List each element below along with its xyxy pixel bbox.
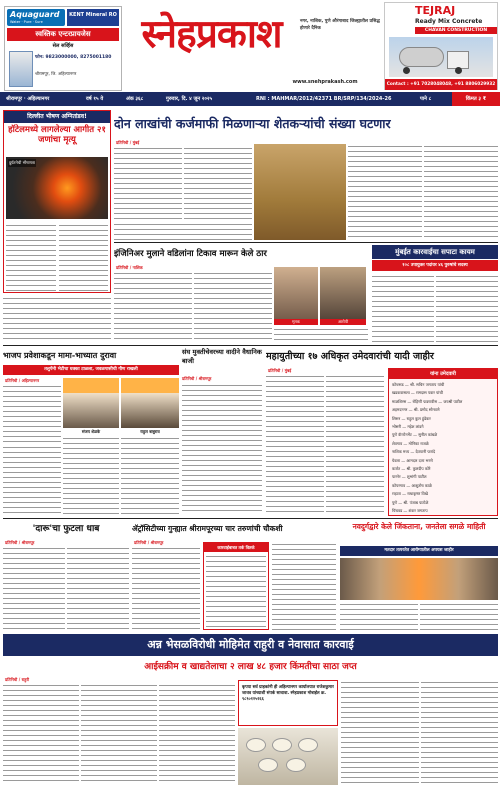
concrete-truck-image xyxy=(389,37,493,77)
store-address: श्रीरामपूर, जि. अहिल्यानगर xyxy=(35,71,77,76)
bjp-photo-2 xyxy=(121,378,179,428)
masthead-website: www.snehprakash.com xyxy=(292,79,358,85)
tejraj-logo: TEJRAJ xyxy=(415,4,456,17)
candidate-item: पुणे कॅन्टोनमेंट — सुनील कांबळे xyxy=(392,432,438,438)
store-phones: फोन: 9823000000, 8275001180 xyxy=(35,55,112,60)
accused-photo: आरोपी xyxy=(320,267,366,325)
victim-photo: मृतक xyxy=(274,267,318,325)
mahayuti-list-box xyxy=(388,368,498,516)
info-year: वर्ष १५ वे xyxy=(86,96,104,102)
candidate-item: राहाता — राधाकृष्ण विखे xyxy=(392,491,428,497)
candidate-item: येवला — आमदार दत्ता भरणे xyxy=(392,457,433,463)
candidate-item: पारनेर — शुभांगी पाटील xyxy=(392,474,427,480)
info-price: किंमत ३ ₹ xyxy=(452,92,500,106)
farmer-photo xyxy=(254,144,346,240)
candidate-item: अहमदनगर — श्री. प्रमोद सोनवणे xyxy=(392,407,440,413)
engineer-byline: प्रतिनिधी / नाशिक xyxy=(116,265,143,270)
atrocity-headline: ॲट्रॉसिटीच्या गुन्ह्यात श्रीरामपूरच्या चार तरुणांची चौकशी xyxy=(132,524,283,533)
candidate-item: शेवगाव — मोनिका राजळे xyxy=(392,440,429,446)
food-banner xyxy=(3,634,498,656)
info-issue: अंक ३६८ xyxy=(126,96,144,102)
aquaguard-logo: Aquaguard xyxy=(10,10,60,19)
fire-photo-caption: दुर्घटनेची भीषणता xyxy=(9,160,35,165)
icecream-headline: आईसक्रीम व खाद्यतेलाचा २ लाख ४८ हजार किंमतीचा साठा जप्त xyxy=(144,662,357,672)
notice-box xyxy=(238,680,338,726)
mahayuti-byline: प्रतिनिधी / मुंबई xyxy=(268,368,292,373)
confiscated-stock-photo xyxy=(238,728,338,785)
engineer-headline: इंजिनिअर मुलाने वडिलांना टिकाव मारून केले ठार xyxy=(114,249,267,259)
mahayuti-list xyxy=(392,381,496,516)
bjp-byline: प्रतिनिधी / अहिल्यानगर xyxy=(5,378,40,383)
atrocity-box xyxy=(203,542,269,630)
candidate-item: शिरूर — राहुल कुल हुंडेकर xyxy=(392,415,431,421)
candidate-item: माळशिरस — रोहिणी फडणवीस — जयश्री पाटील xyxy=(392,398,463,404)
candidate-item: कोपरगाव — आशुतोष काळे xyxy=(392,482,432,488)
candidate-item: भोसरी — महेश लांडगे xyxy=(392,424,424,430)
bjp-caption-2: राहुल बाबुराव xyxy=(140,429,160,434)
right-ad xyxy=(384,2,498,90)
candidate-item: नाशिक मध्य — देवयानी फरांदे xyxy=(392,449,436,455)
mahayuti-headline: महायुतीच्या १७ अधिकृत उमेदवारांची यादी जाहीर xyxy=(266,351,434,362)
food-banner-text: अन्न भेसळविरोधी मोहिमेत राहुरी व नेवासात कारवाई xyxy=(147,638,354,651)
delhi-head2: हॉटेलमध्ये लागलेल्या आगीत २१ जणांचा मृत्यू xyxy=(8,125,106,145)
bjp-caption-1: संजय शेळके xyxy=(81,429,101,434)
mahayuti-list-title: यांना उमेदवारी xyxy=(389,369,497,379)
info-date: गुरुवार, दि. ४ जून २०२५ xyxy=(166,96,213,102)
rmc-label: Ready Mix Concrete xyxy=(415,18,483,25)
notice-text: कृपया सर्व ग्राहकांनी ही अहिल्यानगर कार्यालयात राजेशकुमार जाधव यांच्याशी संपर्क साधावा. स्नेहप्रकाश मोबाईल क्र. ९८९०१२५२६६ xyxy=(242,684,334,701)
atrocity-box-title: कारवाईबाबत तर्क वितर्क xyxy=(204,543,268,552)
purifier-image xyxy=(9,51,33,87)
mumbai-headline: मुंबईत कारवाईचा सपाटा कायम xyxy=(372,245,498,259)
info-bar xyxy=(0,92,500,106)
daru-headline: 'दारू'चा फुटला धाब xyxy=(32,524,100,534)
bjp-subhead: तलुपेंनी भेटीचा धक्का टाळला, जवळपासीची गौण राखली xyxy=(3,365,179,375)
left-ad xyxy=(4,6,122,91)
masthead-tagline: नगर, नाशिक, पुणे औरंगाबाद जिल्ह्यातील प्रसिद्ध होणारे दैनिक xyxy=(300,19,380,31)
delhi-fire-box xyxy=(3,110,111,293)
navdurga-headline: नवदुर्गद्वारे केले जिंकताना, जनतेला सगळे माहिती xyxy=(352,522,486,531)
aquaguard-tagline: Water · Pure · Sure xyxy=(10,20,43,24)
candidate-item: कर्जत — श्री. कुलदीप कोरे xyxy=(392,466,431,472)
nivadnuk-byline: प्रतिनिधी / श्रीरामपूर xyxy=(182,376,212,381)
candidate-item: पुणे — श्री. पंजाब पाटोळे xyxy=(392,499,429,505)
info-pages: पाने ८ xyxy=(420,96,432,102)
daru-byline: प्रतिनिधी / श्रीरामपूर xyxy=(5,540,35,545)
company-name: CHAVAN CONSTRUCTION xyxy=(415,27,497,34)
fire-photo xyxy=(6,157,108,219)
info-rni: RNI : MAHMAR/2012/42371 BR/SRP/134/2024-26 xyxy=(256,96,392,102)
atrocity-byline: प्रतिनिधी / श्रीरामपूर xyxy=(134,540,164,545)
kent-logo: KENT Mineral RO xyxy=(67,9,119,26)
mumbai-subhead: १०८ उपायुक्त पदांवर ४६ पुरुषांचे सदस्य xyxy=(372,260,498,271)
lead-headline: दोन लाखांची कर्जमाफी मिळणाऱ्या शेतकऱ्यांची संख्या घटणार xyxy=(114,116,391,131)
navdurga-photo xyxy=(340,558,498,600)
lead-byline: प्रतिनिधी / मुंबई xyxy=(116,140,140,145)
masthead-title: स्नेहप्रकाश xyxy=(141,11,282,57)
candidate-item: कोथरूड — श्री. सचिन जगताप यांची xyxy=(392,382,445,387)
right-ad-contact: Contact : +91 7028048048, +91 8806029932 xyxy=(385,79,497,90)
bjp-headline: भाजप प्रवेशाकडून मामा-भाच्यात दुरावा xyxy=(3,351,117,360)
info-city: श्रीरामपूर · अहिल्यानगर xyxy=(6,96,50,102)
candidate-item: खडकवासला — रामदास पवार यांची xyxy=(392,390,443,396)
nivadnuk-headline: संघ मुक्तीचेवरच्या वादीने वैधानिक बाजी xyxy=(182,348,262,365)
icecream-byline: प्रतिनिधी / राहुरी xyxy=(5,677,30,682)
store-desc: सेल सर्व्हिस xyxy=(52,43,74,49)
delhi-head1: दिल्लीत भीषण अग्नितांडव! xyxy=(4,111,110,123)
candidate-item: चिंचवड — शंकर जगताप xyxy=(392,508,428,514)
store-name: स्वस्तिक एन्टरप्रायजेस xyxy=(7,28,119,41)
navdurga-strip: मतदार तत्परतेत आरोग्यातील अपयश जाहीर xyxy=(340,546,498,556)
bjp-photo-1 xyxy=(63,378,119,428)
